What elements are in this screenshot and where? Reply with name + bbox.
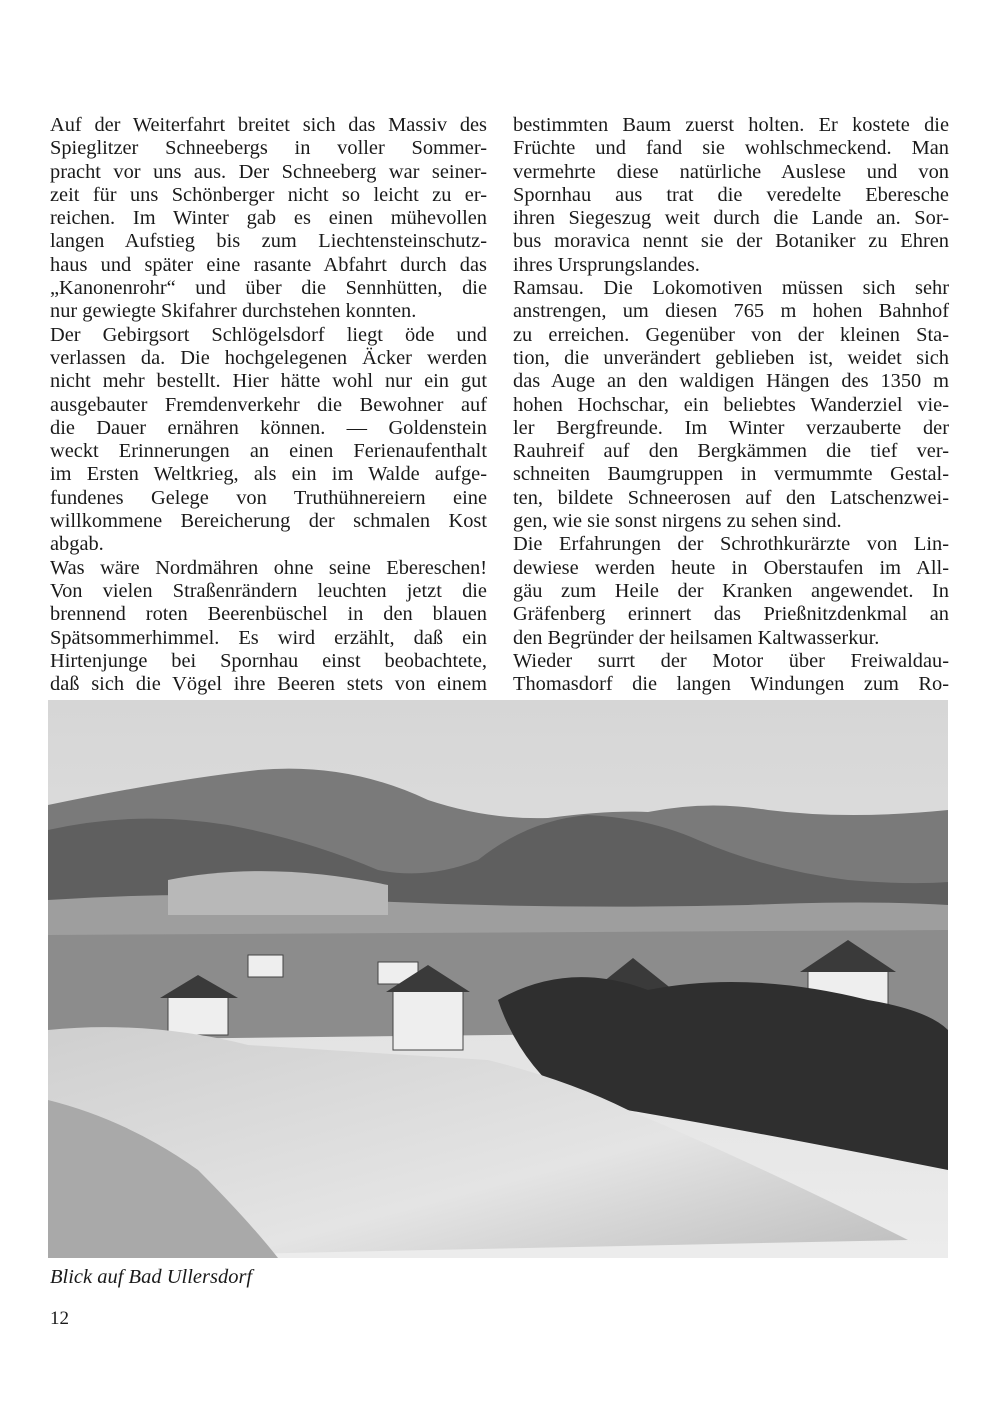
text-line: brennend roten Beerenbüschel in den blauen [50,603,487,626]
text-line: Thomasdorf die langen Windungen zum Ro- [513,673,949,696]
text-line: bus moravica nennt sie der Botaniker zu Ehren [513,230,949,253]
text-line: ihres Ursprungslandes. [513,253,700,276]
text-line: zeit für uns Schönberger nicht so leicht zu er- [50,183,487,206]
text-line: Früchte und fand sie wohlschmeckend. Man [513,137,949,160]
paragraph [513,650,949,697]
text-line: im Ersten Weltkrieg, als ein im Walde aufge- [50,463,487,486]
text-line: bestimmten Baum zuerst holten. Er kostete die [513,114,949,136]
text-line: Wieder surrt der Motor über Freiwaldau- [513,649,949,672]
text-line: nur gewiegte Skifahrer durchstehen konnten. [50,300,417,323]
text-line: die Dauer ernähren können. — Goldenstein [50,416,487,439]
text-line: Der Gebirgsort Schlögelsdorf liegt öde und [50,323,487,346]
photo-caption: Blick auf Bad Ullersdorf [50,1266,253,1288]
text-line: ausgebauter Fremdenverkehr die Bewohner auf [50,393,487,416]
text-line: abgab. [50,533,104,556]
text-line: weckt Erinnerungen an einen Ferienaufenthalt [50,440,487,463]
text-line: Von vielen Straßenrändern leuchten jetzt die [50,579,487,602]
text-line: pracht vor uns aus. Der Schneeberg war seiner- [50,160,487,183]
text-line: Hirtenjunge bei Spornhau einst beobachtete, [50,649,487,672]
text-line: ihren Siegeszug weit durch die Lande an. Sor- [513,207,949,230]
text-line: Spieglitzer Schneebergs in voller Sommer- [50,137,487,160]
paragraph [513,277,949,533]
text-line: hohen Hochschar, ein beliebtes Wanderziel vie- [513,393,949,416]
text-line: ten, bildete Schneerosen auf den Latschenzwei- [513,486,949,509]
text-line: verlassen da. Die hochgelegenen Äcker werden [50,346,487,369]
text-line: Die Erfahrungen der Schrothkurärzte von Lin- [513,533,949,556]
text-line: Rauhreif auf den Bergkämmen die tief ver- [513,440,949,463]
text-line: Auf der Weiterfahrt breitet sich das Massiv des [50,114,487,136]
text-line: ler Bergfreunde. Im Winter verzauberte der [513,416,949,439]
text-line: vermehrte diese natürliche Auslese und von [513,160,949,183]
text-line: daß sich die Vögel ihre Beeren stets von einem [50,673,487,696]
text-line: gen, wie sie sonst nirgens zu sehen sind. [513,510,842,533]
text-line: dewiese werden heute in Oberstaufen im All- [513,556,949,579]
text-line: anstrengen, um diesen 765 m hohen Bahnhof [513,300,949,323]
text-column-left [50,114,487,696]
text-line: tion, die unverändert geblieben ist, weidet sich [513,346,949,369]
text-line: Gräfenberg erinnert das Prießnitzdenkmal an [513,603,949,626]
text-line: Ramsau. Die Lokomotiven müssen sich sehr [513,277,949,300]
text-line: willkommene Bereicherung der schmalen Kost [50,510,487,533]
text-line: zu erreichen. Gegenüber von der kleinen Sta- [513,323,949,346]
text-line: fundenes Gelege von Truthühnereiern eine [50,486,487,509]
text-line: schneiten Baumgruppen in vermummte Gestal- [513,463,949,486]
paragraph [513,114,949,277]
page-number: 12 [50,1308,69,1329]
text-line: das Auge an den waldigen Hängen des 1350 m [513,370,949,393]
landscape-photo [48,700,948,1258]
text-line: den Begründer der heilsamen Kaltwasserkur. [513,626,880,649]
text-line: „Kanonenrohr“ und über die Sennhütten, die [50,277,487,300]
text-column-right [513,114,949,696]
paragraph [50,114,487,324]
text-line: haus und später eine rasante Abfahrt durch das [50,253,487,276]
text-line: nicht mehr bestellt. Hier hätte wohl nur ein gut [50,370,487,393]
paragraph [50,557,487,697]
text-line: Spornhau aus trat die veredelte Eberesche [513,183,949,206]
paragraph [50,324,487,557]
text-line: Spätsommerhimmel. Es wird erzählt, daß ein [50,626,487,649]
paragraph [513,533,949,649]
text-line: reichen. Im Winter gab es einen mühevollen [50,207,487,230]
text-line: gäu zum Heile der Kranken angewendet. In [513,579,949,602]
text-line: Was wäre Nordmähren ohne seine Ebereschen! [50,556,487,579]
text-line: langen Aufstieg bis zum Liechtensteinschutz- [50,230,487,253]
